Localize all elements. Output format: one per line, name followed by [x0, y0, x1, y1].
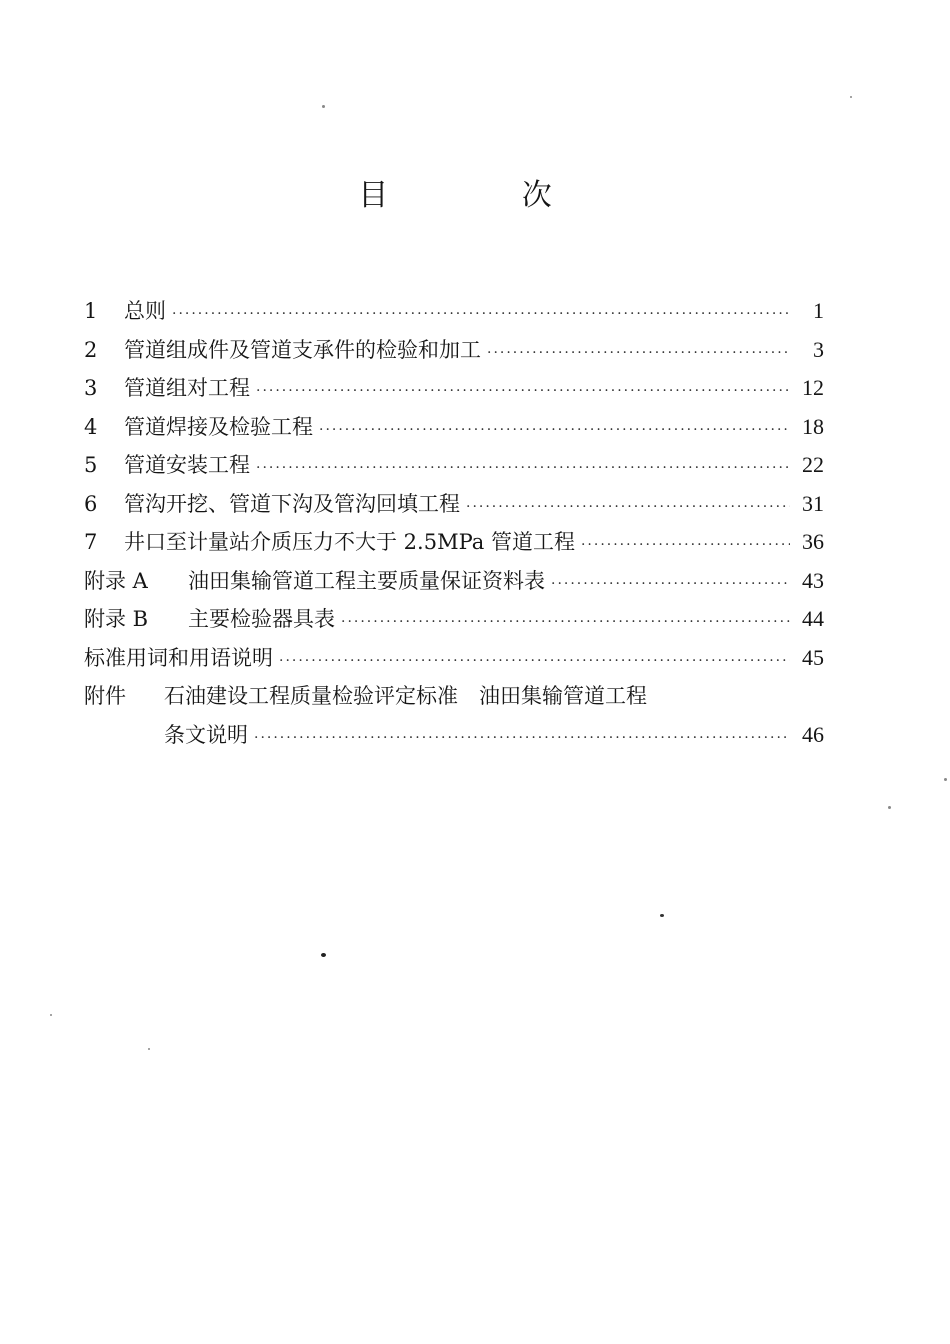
toc-entry-page: 1 [813, 298, 824, 323]
toc-entry-title: 石油建设工程质量检验评定标准 油田集输管道工程 [164, 684, 647, 708]
dot-leader [319, 411, 790, 450]
scan-speck [944, 778, 947, 781]
scan-speck [888, 806, 891, 809]
toc-entry[interactable] [84, 523, 824, 562]
dot-leader [581, 526, 790, 565]
toc-entry[interactable] [84, 331, 824, 370]
toc-entry-number: 7 [84, 530, 98, 554]
scan-speck [321, 953, 326, 957]
toc-entry[interactable] [84, 485, 824, 524]
toc-entry-title: 标准用词和用语说明 [84, 645, 273, 670]
toc-entry-title: 管道安装工程 [124, 453, 250, 477]
dot-leader [254, 719, 790, 758]
toc-entry-title: 条文说明 [164, 722, 248, 747]
toc-entry-page: 45 [802, 644, 824, 670]
toc-entry-number: 2 [84, 337, 98, 362]
toc-entry-number: 附录 B [84, 607, 149, 631]
toc-entry-number: 4 [84, 414, 98, 439]
dot-leader [551, 565, 790, 604]
toc-entry-continuation[interactable] [84, 716, 824, 755]
toc-entry[interactable] [84, 446, 824, 485]
dot-leader [279, 642, 790, 681]
dot-leader [172, 295, 790, 334]
scan-speck [850, 96, 852, 98]
dot-leader [256, 449, 790, 488]
toc-entry-title: 管道焊接及检验工程 [124, 414, 313, 439]
toc-entry-page: 12 [802, 375, 824, 400]
toc-entry-title: 井口至计量站介质压力不大于 2.5MPa 管道工程 [124, 530, 575, 554]
toc-entry-title: 油田集输管道工程主要质量保证资料表 [188, 568, 545, 593]
dot-leader [341, 603, 790, 642]
scan-speck [660, 914, 664, 917]
toc-entry-number: 5 [84, 453, 98, 477]
scan-speck [148, 1048, 150, 1050]
toc-entry-page: 22 [802, 452, 824, 477]
toc-entry-title: 主要检验器具表 [188, 607, 335, 631]
toc-entry-page: 43 [802, 567, 824, 593]
scan-speck [322, 105, 325, 108]
toc-entry-number: 附件 [84, 684, 126, 708]
toc-entry-title: 总则 [124, 299, 166, 323]
toc-entry-page: 31 [802, 490, 824, 516]
toc-entry-page: 36 [802, 529, 824, 554]
table-of-contents [84, 292, 824, 754]
dot-leader [256, 372, 790, 411]
toc-entry-page: 46 [802, 721, 824, 747]
toc-entry-page: 3 [813, 336, 824, 362]
dot-leader [487, 334, 790, 373]
toc-entry-number: 附录 A [84, 568, 148, 593]
toc-entry[interactable] [84, 639, 824, 678]
scan-speck [50, 1014, 52, 1016]
toc-entry-number: 1 [84, 299, 98, 323]
page-title: 目 次 [358, 178, 614, 213]
toc-entry-number: 3 [84, 376, 98, 400]
toc-entry[interactable] [84, 408, 824, 447]
toc-entry-title: 管道组成件及管道支承件的检验和加工 [124, 337, 481, 362]
toc-entry-title: 管沟开挖、管道下沟及管沟回填工程 [124, 491, 460, 516]
toc-entry-number: 6 [84, 491, 98, 516]
toc-entry-page: 18 [802, 413, 824, 439]
toc-entry[interactable] [84, 562, 824, 601]
toc-entry[interactable] [84, 677, 824, 716]
toc-entry[interactable] [84, 292, 824, 331]
toc-entry[interactable] [84, 369, 824, 408]
toc-entry-title: 管道组对工程 [124, 376, 250, 400]
toc-entry-page: 44 [802, 606, 824, 631]
dot-leader [466, 488, 790, 527]
toc-entry[interactable] [84, 600, 824, 639]
